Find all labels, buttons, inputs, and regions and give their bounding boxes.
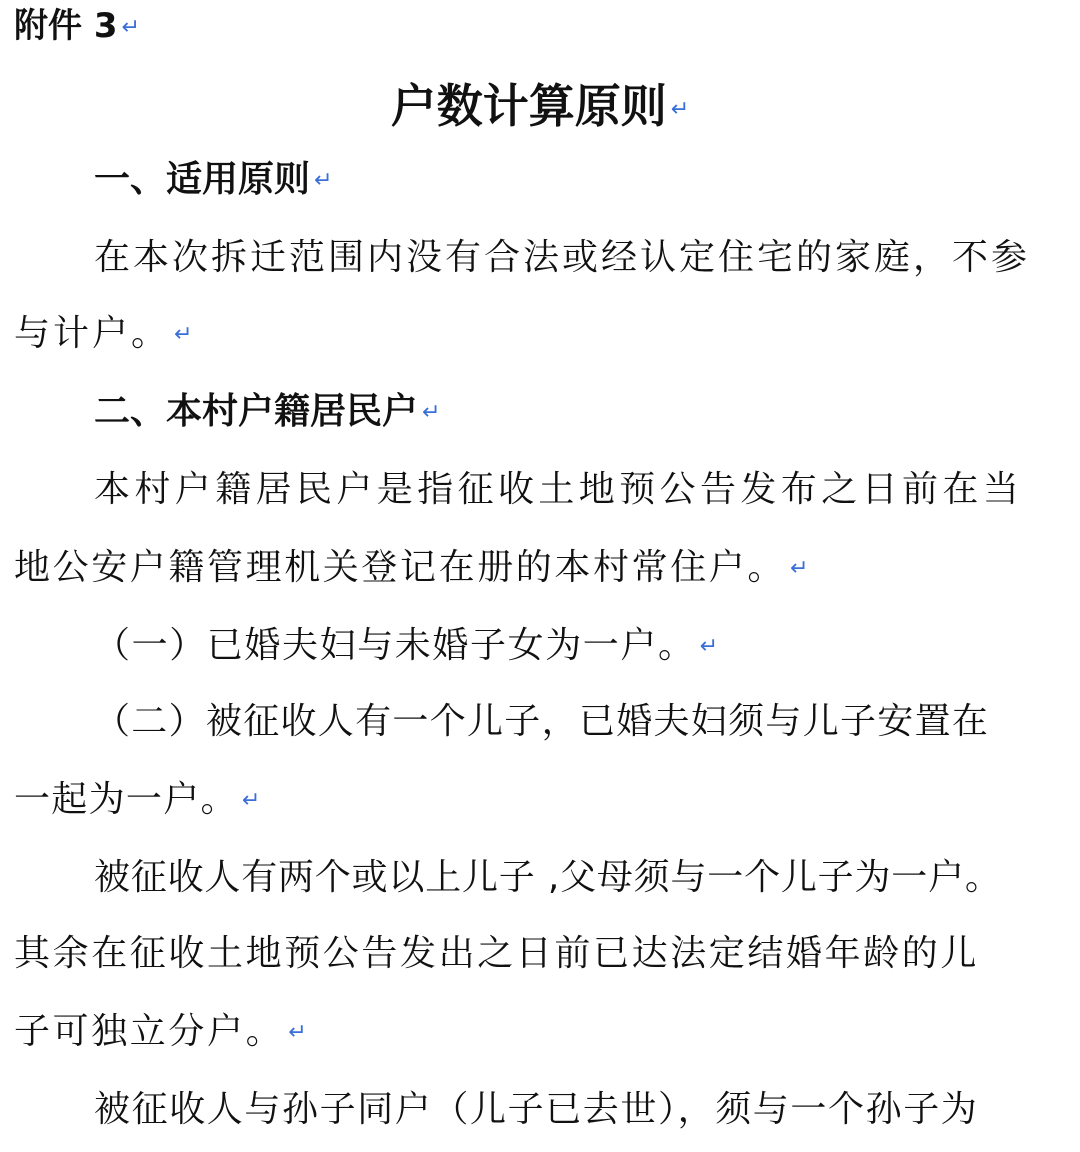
paragraph-text: 地公安户籍管理机关登记在册的本村常住户。 (14, 547, 787, 588)
section-heading-2 (94, 390, 1080, 435)
paragraph-mark-icon: ↵ (288, 1020, 310, 1045)
paragraph-mark-icon: ↵ (241, 788, 262, 813)
document-title-text: 户数计算原则 (390, 79, 667, 133)
paragraph-text: 被征收人与孙子同户（儿子已去世），须与一个孙子为 (94, 1089, 979, 1130)
paragraph-line (14, 778, 1080, 823)
paragraph-mark-icon: ↵ (121, 14, 140, 40)
section-heading-text: 一、适用原则 (94, 159, 311, 200)
paragraph-line (94, 1088, 1080, 1132)
paragraph-text: 子可独立分户。 (14, 1011, 285, 1052)
paragraph-text: 一起为一户。 (14, 779, 238, 820)
paragraph-text: （二）被征收人有一个儿子，已婚夫妇须与儿子安置在 (94, 701, 990, 742)
paragraph-line (14, 312, 1080, 357)
paragraph-text: 本村户籍居民户是指征收土地预公告发布之日前在当 (94, 469, 1024, 510)
paragraph-text: 被征收人有两个或以上儿子 ,父母须与一个儿子为一户。 (94, 857, 1002, 898)
paragraph-text: 在本次拆迁范围内没有合法或经认定住宅的家庭，不参 (94, 237, 1031, 278)
paragraph-line (94, 468, 1080, 512)
paragraph-text: 与计户。 (14, 313, 171, 354)
paragraph-mark-icon: ↵ (314, 168, 333, 193)
paragraph-text: 其余在征收土地预公告发出之日前已达法定结婚年龄的儿 (14, 933, 980, 974)
paragraph-line (94, 856, 1080, 900)
paragraph-mark-icon: ↵ (174, 322, 196, 347)
paragraph-line (14, 1010, 1080, 1055)
section-heading-text: 二、本村户籍居民户 (94, 391, 419, 432)
paragraph-line (94, 236, 1080, 280)
paragraph-line (94, 700, 1080, 744)
paragraph-line (14, 932, 1080, 976)
paragraph-line (94, 624, 1080, 669)
section-heading-1 (94, 158, 1080, 203)
paragraph-mark-icon: ↵ (670, 96, 690, 122)
paragraph-mark-icon: ↵ (699, 634, 720, 659)
document-title (0, 76, 1080, 140)
attachment-label-text: 附件 3 (14, 6, 118, 46)
attachment-label (14, 4, 1080, 50)
paragraph-mark-icon: ↵ (422, 400, 441, 425)
paragraph-mark-icon: ↵ (790, 556, 812, 581)
paragraph-text: （一）已婚夫妇与未婚子女为一户。 (94, 625, 696, 666)
paragraph-line (14, 546, 1080, 591)
